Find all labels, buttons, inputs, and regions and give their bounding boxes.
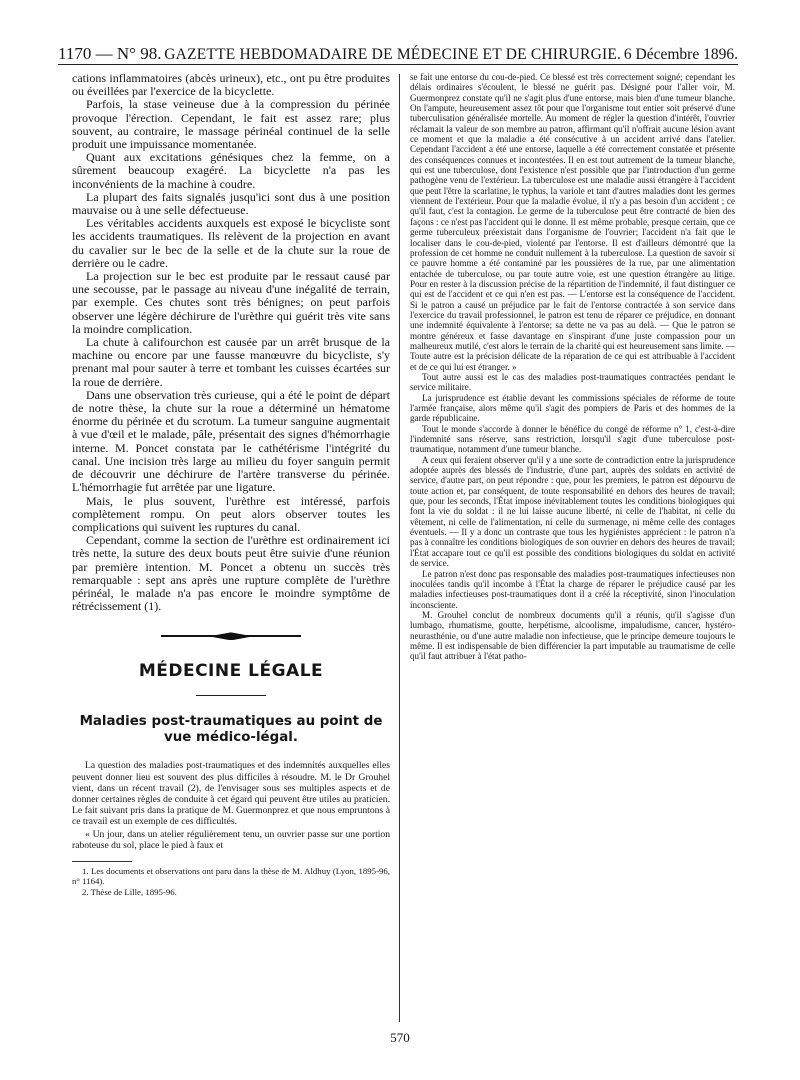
paragraph: Dans une observation très curieuse, qui a été le point de départ de notre thèse, la chute sur la roue a déterminé un hématome énorme du périnée et du scrotum. La tumeur sanguine augmentait à vue d'œil et le malade, pâle, présentait des signes d'hémorrhagie interne. M. Poncet constata par le cathétérisme l'intégrité du canal. Une incision très large au milieu du foyer sanguin permit de découvrir une déchirure de l'artère transverse du périnée. L'hémorrhagie fut arrêtée par une ligature.: [72, 387, 390, 495]
paragraph: Le patron n'est donc pas responsable des maladies post-traumatiques infectieuses non inoculées tandis qu'il incombe à l'État la charge de réparer le préjudice causé par les maladies infectieuses post-traumatiques dont il a créé la réceptivité, sinon l'inoculation inconsciente.: [410, 568, 735, 610]
paragraph: cations inflammatoires (abcès urineux), etc., ont pu être produites ou éveillées par l'exercice de la bicyclette.: [72, 72, 390, 99]
paragraph: La chute à califourchon est causée par un arrêt brusque de la machine ou encore par une fausse manœuvre du bicycliste, s'y prenant mal pour sauter à terre et tombant les cuisses écartées sur la roue de derrière.: [72, 335, 390, 389]
article-paragraph: La question des maladies post-traumatiques et des indemnités auxquelles elles peuvent donner lieu est souvent des plus difficiles à résoudre. M. le Dr Grouhel vient, dans un récent travail (2), de l'envisager sous ses multiples aspects et de donner certaines règles de conduite à cet égard qui peuvent être utiles au praticien. Le fait suivant pris dans la pratique de M. Guermonprez et que nous empruntons à ce travail est un exemple de ces difficultés.: [72, 760, 390, 828]
paragraph: La jurisprudence est établie devant les commissions spéciales de réforme de toute l'armée française, alors même qu'il s'agit des pompiers de Paris et des hommes de la garde républicaine.: [410, 392, 735, 424]
paragraph: Mais, le plus souvent, l'urèthre est intéressé, parfois complètement rompu. On peut alors observer toutes les complications qui suivent les ruptures du canal.: [72, 493, 390, 534]
article-title: Maladies post-traumatiques au point de vue médico-légal.: [79, 714, 383, 746]
journal-title: GAZETTE HEBDOMADAIRE DE MÉDECINE ET DE CHIRURGIE.: [164, 46, 622, 63]
footnote-rule: [72, 861, 132, 862]
paragraph: Tout le monde s'accorde à donner le bénéfice du congé de réforme n° 1, c'est-à-dire l'indemnité sans réserve, sans restriction, lorsqu'il s'agit d'une tuberculose post-traumatique, notamment d'une tumeur blanche.: [410, 423, 735, 455]
paragraph: Parfois, la stase veineuse due à la compression du périnée provoque l'érection. Cependant, le fait est assez rare; plus souvent, au contraire, le massage périnéal continuel de la selle produit une impuissance momentanée.: [72, 97, 390, 152]
footnote: 2. Thèse de Lille, 1895-96.: [82, 886, 177, 897]
paragraph: Les véritables accidents auxquels est exposé le bicycliste sont les accidents traumatiques. Ils relèvent de la projection en avant du cavalier sur le bec de la selle et de la chute sur la roue de derrière ou le cadre.: [72, 216, 390, 270]
paragraph: La projection sur le bec est produite par le ressaut causé par une secousse, par le passage au niveau d'une inégalité de terrain, par exemple. Ces chutes sont très bénignes; on peut parfois observer une légère déchirure de l'urèthre qui guérit très vite sans la moindre complication.: [72, 269, 390, 336]
paragraph: M. Grouhel conclut de nombreux documents qu'il a réunis, qu'il s'agisse d'un lumbago, rhumatisme, goutte, herpétisme, alcoolisme, impaludisme, cancer, hystéro-neurasthénie, ou d'une autre maladie non infectieuse, que le principe demeure toujours le même. Il est indispensable de bien différencier la part imputable au traumatisme de celle qu'il faut attribuer à l'état patho-: [410, 609, 735, 662]
column-divider: [399, 74, 400, 1022]
paragraph: A ceux qui feraient observer qu'il y a une sorte de contradiction entre la jurisprudence adoptée auprès des blessés de l'industrie, d'une part, auprès des soldats en activité de service, d'autre part, on peut répondre : que, pour les premiers, le patron est dépourvu de toute action et, par conséquent, de toute responsabilité en dehors des heures de travail; que, pour les seconds, l'État impose inévitablement toutes les conditions biologiques qui font la vie du soldat : il ne lui laisse aucune liberté, ni celle de l'habitat, ni celle du vêtement, ni celle de l'alimentation, ni celle du surmenage, ni même celle des contages éventuels. — Il y a donc un contraste que tous les hygiénistes apprécient : le patron n'a pas à connaître les conditions biologiques de son ouvrier en dehors des heures de travail; l'État accapare tout ce qu'il est possible des conditions biologiques du soldat en activité de service.: [410, 454, 735, 569]
ornamental-divider: [161, 631, 301, 641]
issue-date: 6 Décembre 1896.: [623, 46, 738, 63]
right-column: [410, 72, 735, 1022]
page-number: 1170 — N° 98.: [58, 44, 162, 63]
left-column: [72, 72, 390, 1020]
page-folio: 570: [390, 1030, 410, 1045]
footnote: 1. Les documents et observations ont paru dans la thèse de M. Aldhuy (Lyon, 1895-96, n° 1164).: [72, 865, 390, 887]
section-title: MÉDECINE LÉGALE: [138, 661, 324, 682]
paragraph: Tout autre aussi est le cas des maladies post-traumatiques contractées pendant le service militaire.: [410, 371, 735, 393]
article-paragraph: « Un jour, dans un atelier régulièrement tenu, un ouvrier passe sur une portion raboteuse du sol, place le pied à faux et: [72, 828, 390, 851]
paragraph: se fait une entorse du cou-de-pied. Ce blessé est très correctement soigné; cependant les délais ordinaires s'écoulent, le blessé ne guérit pas. Désigné pour l'aller voir, M. Guermonprez constate qu'il ne s'agit plus d'une entorse, mais bien d'une tumeur blanche. On l'ampute, heureusement assez tôt pour que l'organisme tout entier soit préservé d'une tuberculisation généralisée mortelle. Au moment de régler la question d'intérêt, l'ouvrier réclamait la valeur de son membre au patron, affirmant qu'il n'offrait aucune lésion avant ce moment et que la maladie a été consécutive à un accident arrivé dans l'atelier. Cependant l'accident a été une entorse, laquelle a été correctement constatée et présente des conséquences connues et incontestées. Il en est tout autrement de la tumeur blanche, qui est une tuberculose, dont l'existence n'est possible que par l'introduction d'un germe pathogène venu de l'extérieur. La tuberculose est une maladie aussi étrangère à l'accident que peut l'être la scarlatine, le typhus, la variole et tant d'autres maladies dont les germes viennent de l'extérieur. Pour que la maladie évolue, il n'y a pas besoin d'un accident ; ce qu'il faut, c'est la contagion. Le germe de la tuberculose peut être contracté de bien des façons : ce n'est pas l'accident qui le donne. Il est même probable, presque certain, que ce germe tuberculeux préexistait dans l'organisme de l'ouvrier; l'accident n'a fait que le localiser dans le cou-de-pied, violenté par l'entorse. Il est d'ailleurs démontré que la profession de cet homme ne conduit nullement à la tuberculose. La question de savoir si ce pauvre homme a été contaminé par les poussières de la rue, par une alimentation entachée de tuberculose, ou par toute autre voie, est une question étrangère au litige. Pour en rester à la discussion précise de la répartition de l'indemnité, il faut distinguer ce qui est de l'accident et ce qui n'en est pas. — L'entorse est la conséquence de l'accident. Si le patron a causé un préjudice par le fait de l'entorse contractée à son service dans l'exercice du travail professionnel, le patron est tenu de réparer ce préjudice, en donnant une indemnité équivalente à l'entorse; sa dette ne va pas au delà. — Que le patron se montre généreux et fasse davantage en s'inspirant d'une juste compassion pour un malheureux mutilé, c'est alors le terrain de la charité qui est heureusement sans limite. — Toute autre est la précision délicate de la réparation de ce qui est attribuable à l'accident et de ce qui lui est étranger. »: [410, 72, 735, 372]
paragraph: Quant aux excitations génésiques chez la femme, on a sûrement beaucoup exagéré. La bicyclette n'a pas les inconvénients de la machine à coudre.: [72, 150, 390, 191]
paragraph: Cependant, comme la section de l'urèthre est ordinairement ici très nette, la suture des deux bouts peut être suivie d'une réunion par première intention. M. Poncet a obtenu un succès très remarquable : sept ans après une rupture complète de l'urèthre périnéal, le malade n'a pas encore le moindre symptôme de rétrécissement (1).: [72, 533, 390, 614]
paragraph: La plupart des faits signalés jusqu'ici sont dus à une position mauvaise ou à une selle défectueuse.: [72, 189, 390, 218]
section-rule: [196, 695, 266, 696]
page-header: [58, 40, 738, 65]
